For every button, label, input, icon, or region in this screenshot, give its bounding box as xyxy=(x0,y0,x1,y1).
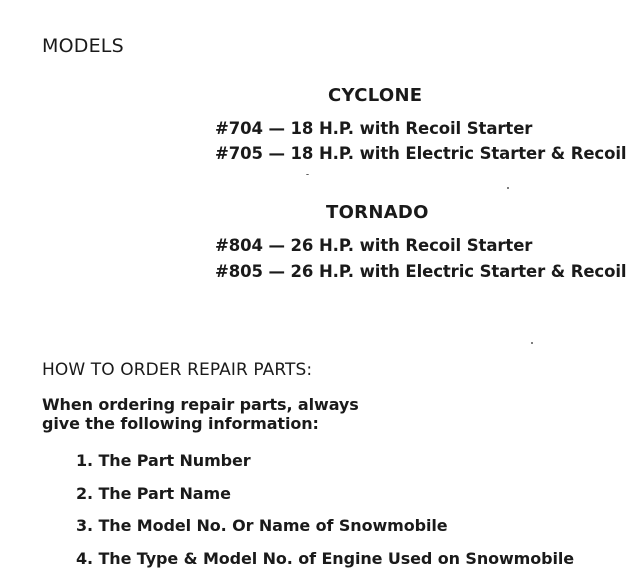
model-line-705: #705 — 18 H.P. with Electric Starter & Recoil xyxy=(215,144,627,163)
models-heading: MODELS xyxy=(42,35,124,57)
model-group-title: CYCLONE xyxy=(328,85,423,106)
scan-speck xyxy=(531,342,533,344)
order-list-item: 1. The Part Number xyxy=(76,451,251,470)
order-heading: HOW TO ORDER REPAIR PARTS: xyxy=(42,360,313,380)
order-list-item: 2. The Part Name xyxy=(76,484,231,503)
model-line-704: #704 — 18 H.P. with Recoil Starter xyxy=(215,119,533,138)
order-list-item: 3. The Model No. Or Name of Snowmobile xyxy=(76,516,448,535)
scan-speck xyxy=(306,174,309,175)
model-line-804: #804 — 26 H.P. with Recoil Starter xyxy=(215,236,533,255)
order-intro-line: give the following information: xyxy=(42,414,319,433)
order-intro-line: When ordering repair parts, always xyxy=(42,395,359,414)
model-group-title: TORNADO xyxy=(326,202,429,223)
model-line-805: #805 — 26 H.P. with Electric Starter & Recoil xyxy=(215,262,627,281)
order-list-item: 4. The Type & Model No. of Engine Used on Snowmobile xyxy=(76,549,575,568)
scan-speck xyxy=(507,187,509,189)
